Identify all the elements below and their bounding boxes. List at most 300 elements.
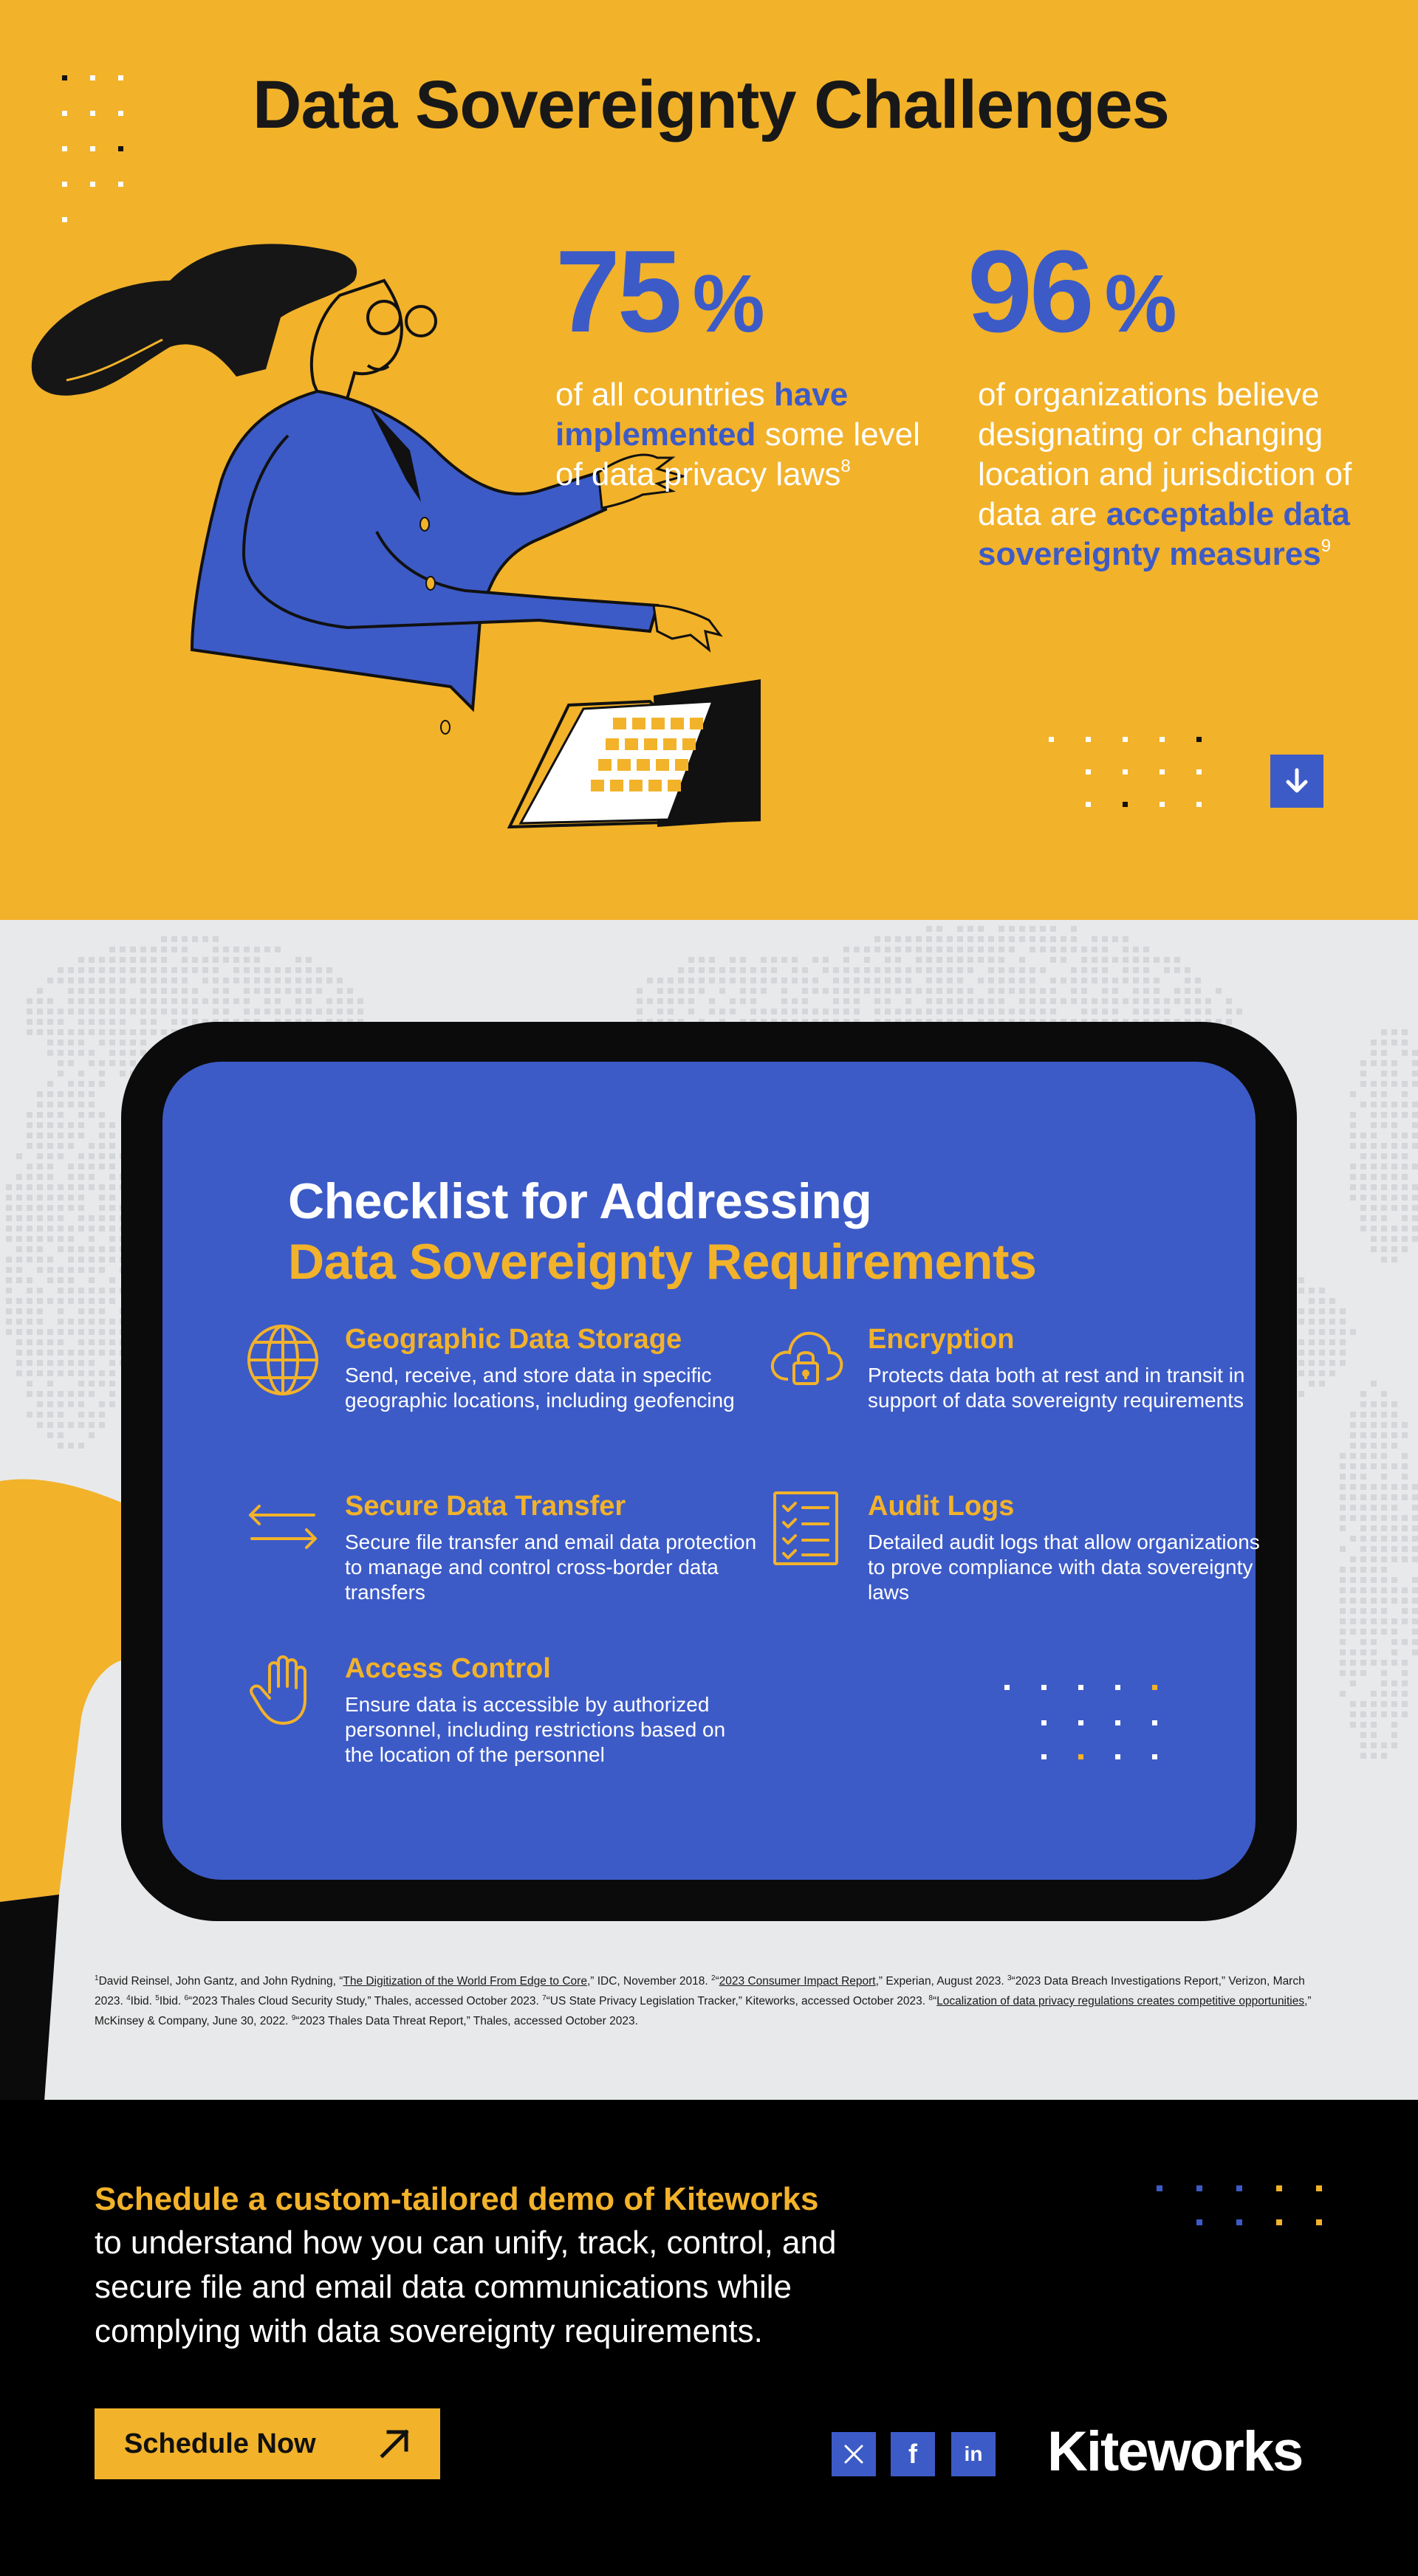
map-dot [1340,1360,1346,1366]
map-dot [6,1215,12,1221]
map-dot [47,1019,53,1025]
map-dot [120,978,126,983]
map-dot [47,1091,53,1097]
map-dot [130,967,136,973]
map-dot [27,1288,32,1294]
map-dot [89,1050,95,1056]
map-dot [58,1102,64,1107]
map-dot [1381,1680,1387,1686]
map-dot [1102,936,1108,942]
map-dot [647,978,653,983]
map-dot [16,1226,22,1232]
map-dot [1402,1463,1408,1469]
map-dot [1050,978,1056,983]
map-dot [244,978,250,983]
map-dot [1402,1112,1408,1118]
map-dot [151,1029,157,1035]
map-dot [719,978,725,983]
map-dot [27,1257,32,1263]
map-dot [1360,1701,1366,1707]
map-dot [109,1319,115,1325]
map-dot [120,967,126,973]
map-dot [864,967,870,973]
map-dot [1402,1608,1408,1614]
map-dot [1071,947,1077,952]
map-dot [916,1009,922,1014]
map-dot [58,1122,64,1128]
map-dot [699,978,705,983]
map-dot [1350,1701,1356,1707]
map-dot [1360,1463,1366,1469]
map-dot [233,998,239,1004]
map-dot [68,1350,74,1356]
map-dot [140,998,146,1004]
map-dot [68,988,74,994]
map-dot [16,1195,22,1201]
map-dot [1381,1205,1387,1211]
scroll-down-button[interactable] [1270,755,1323,808]
map-dot [730,978,736,983]
map-dot [99,1060,105,1066]
map-dot [68,998,74,1004]
map-dot [68,1360,74,1366]
map-dot [58,1298,64,1304]
map-dot [68,1009,74,1014]
map-dot [1350,1556,1356,1562]
map-dot [1381,1711,1387,1717]
map-dot [6,1267,12,1273]
map-dot [326,1009,332,1014]
map-dot [27,1236,32,1242]
map-dot [58,1277,64,1283]
map-dot [1402,1670,1408,1676]
map-dot [1371,1463,1377,1469]
map-dot [58,1019,64,1025]
map-dot [1195,1009,1201,1014]
map-dot [1112,1009,1118,1014]
map-dot [1402,1422,1408,1428]
map-dot [1350,1184,1356,1190]
map-dot [68,1133,74,1138]
map-dot [1133,967,1139,973]
footnote-text: Ibid. [159,1995,185,2007]
map-dot [730,998,736,1004]
map-dot [99,1401,105,1407]
map-dot [78,967,84,973]
map-dot [99,1019,105,1025]
map-dot [58,1236,64,1242]
map-dot [843,957,849,963]
checklist-title: Checklist for Addressing Data Sovereignty Requirements [288,1173,1037,1290]
map-dot [68,1329,74,1335]
map-dot [885,978,891,983]
map-dot [1061,936,1066,942]
map-dot [58,1226,64,1232]
map-dot [47,1339,53,1345]
map-dot [843,978,849,983]
map-dot [109,1288,115,1294]
map-dot [151,988,157,994]
map-dot [1360,1453,1366,1459]
map-dot [37,1236,43,1242]
map-dot [688,967,694,973]
map-dot [27,1329,32,1335]
map-dot [16,1246,22,1252]
map-dot [1391,1081,1397,1087]
map-dot [285,978,291,983]
map-dot [1019,926,1025,932]
map-dot [1143,967,1149,973]
map-dot [1350,1515,1356,1521]
map-dot [78,978,84,983]
decorative-dot-grid [58,71,146,233]
map-dot [78,1122,84,1128]
map-dot [254,967,260,973]
map-dot [1391,1133,1397,1138]
map-dot [58,1329,64,1335]
map-dot [78,1319,84,1325]
map-dot [833,988,839,994]
map-dot [58,1215,64,1221]
map-dot [1360,1081,1366,1087]
footnote-text: David Reinsel, John Gantz, and John Rydning, “ [98,1975,343,1988]
map-dot [89,1370,95,1376]
map-dot [89,1091,95,1097]
map-dot [244,1009,250,1014]
map-dot [1412,1505,1418,1511]
footnote-number: 7 [542,1994,547,2002]
map-dot [1019,936,1025,942]
map-dot [47,1081,53,1087]
map-dot [120,1071,126,1076]
map-dot [68,1226,74,1232]
map-dot [99,1205,105,1211]
map-dot [1350,1174,1356,1180]
map-dot [761,1009,767,1014]
map-dot [1402,1432,1408,1438]
map-dot [978,978,984,983]
map-dot [89,1381,95,1387]
map-dot [16,1298,22,1304]
map-dot [740,988,746,994]
map-dot [1360,1753,1366,1759]
map-dot [1112,998,1118,1004]
map-dot [68,1029,74,1035]
map-dot [1381,1226,1387,1232]
map-dot [275,967,281,973]
map-dot [1402,1184,1408,1190]
map-dot [1381,1525,1387,1531]
map-dot [957,998,963,1004]
facebook-link[interactable] [891,2432,935,2476]
map-dot [1381,1556,1387,1562]
map-dot [58,1184,64,1190]
map-dot [47,1009,53,1014]
map-dot [89,978,95,983]
map-dot [905,936,911,942]
map-dot [337,978,343,983]
map-dot [1381,1629,1387,1635]
map-dot [275,947,281,952]
map-dot [1226,1009,1232,1014]
map-dot [47,978,53,983]
map-dot [171,998,177,1004]
map-dot [988,978,994,983]
map-dot [1391,1618,1397,1624]
map-dot [47,1143,53,1149]
map-dot [1050,957,1056,963]
map-dot [874,1009,880,1014]
footnote-link[interactable]: Localization of data privacy regulations creates competitive opportunities [936,1995,1305,2007]
map-dot [89,1112,95,1118]
map-dot [926,957,932,963]
map-dot [78,1071,84,1076]
map-dot [854,998,860,1004]
map-dot [1391,1722,1397,1728]
map-dot [1350,1112,1356,1118]
map-dot [792,967,798,973]
map-dot [140,957,146,963]
map-dot [761,988,767,994]
map-dot [202,998,208,1004]
map-dot [285,988,291,994]
map-dot [1009,947,1015,952]
map-dot [1360,1639,1366,1645]
map-dot [109,1019,115,1025]
map-dot [1309,1381,1315,1387]
map-dot [1391,1494,1397,1500]
map-dot [1309,1360,1315,1366]
map-dot [885,967,891,973]
map-dot [202,978,208,983]
map-dot [740,998,746,1004]
x-twitter-link[interactable] [832,2432,876,2476]
map-dot [792,998,798,1004]
map-dot [78,1298,84,1304]
map-dot [223,988,229,994]
map-dot [58,1153,64,1159]
map-dot [78,1401,84,1407]
map-dot [1412,1515,1418,1521]
map-dot [688,978,694,983]
map-dot [1009,967,1015,973]
map-dot [1040,936,1046,942]
map-dot [1412,1649,1418,1655]
footnote-number: 8 [928,1994,933,2002]
map-dot [223,957,229,963]
map-dot [1350,1484,1356,1490]
map-dot [47,1050,53,1056]
map-dot [109,1205,115,1211]
map-dot [58,1370,64,1376]
map-dot [1381,1091,1387,1097]
map-dot [1412,1236,1418,1242]
map-dot [1360,1629,1366,1635]
map-dot [1412,1060,1418,1066]
map-dot [182,967,188,973]
map-dot [47,1381,53,1387]
map-dot [120,988,126,994]
map-dot [1092,998,1097,1004]
map-dot [978,998,984,1004]
map-dot [1340,1308,1346,1314]
map-dot [1340,1453,1346,1459]
map-dot [1391,1443,1397,1449]
map-dot [1123,936,1128,942]
map-dot [1309,1339,1315,1345]
schedule-now-button[interactable] [95,2408,440,2479]
footnote-link[interactable]: The Digitization of the World From Edge to Core [343,1975,587,1988]
map-dot [1381,1174,1387,1180]
map-dot [854,967,860,973]
map-dot [99,1215,105,1221]
map-dot [68,1091,74,1097]
map-dot [843,998,849,1004]
map-dot [1350,1164,1356,1169]
map-dot [1371,1753,1377,1759]
map-dot [936,998,942,1004]
map-dot [709,1009,715,1014]
map-dot [1381,1494,1387,1500]
map-dot [58,1112,64,1118]
map-dot [109,1143,115,1149]
map-dot [120,998,126,1004]
map-dot [1391,1587,1397,1593]
map-dot [1371,1556,1377,1562]
map-dot [1391,1071,1397,1076]
map-dot [1071,998,1077,1004]
map-dot [109,1153,115,1159]
map-dot [1402,1536,1408,1542]
map-dot [326,978,332,983]
map-dot [120,1050,126,1056]
linkedin-link[interactable] [951,2432,996,2476]
map-dot [89,1215,95,1221]
map-dot [1371,1691,1377,1697]
map-dot [1381,1153,1387,1159]
map-dot [151,1009,157,1014]
map-dot [1381,1567,1387,1573]
map-dot [1391,1102,1397,1107]
map-dot [109,1277,115,1283]
map-dot [78,1050,84,1056]
map-dot [947,978,953,983]
footnote-link[interactable]: 2023 Consumer Impact Report [719,1975,876,1988]
map-dot [1164,967,1170,973]
map-dot [730,957,736,963]
map-dot [58,1133,64,1138]
map-dot [68,1195,74,1201]
map-dot [140,967,146,973]
map-dot [1381,1742,1387,1748]
map-dot [1360,1174,1366,1180]
map-dot [27,1350,32,1356]
map-dot [109,1350,115,1356]
map-dot [58,978,64,983]
map-dot [802,988,808,994]
map-dot [1309,1288,1315,1294]
map-dot [37,1143,43,1149]
map-dot [988,936,994,942]
map-dot [244,988,250,994]
map-dot [233,957,239,963]
map-dot [58,1339,64,1345]
map-dot [1391,1060,1397,1066]
map-dot [16,1339,22,1345]
map-dot [89,1153,95,1159]
map-dot [78,1226,84,1232]
map-dot [885,1009,891,1014]
map-dot [99,967,105,973]
map-dot [1402,1556,1408,1562]
map-dot [1340,1577,1346,1583]
map-dot [1381,1215,1387,1221]
map-dot [130,978,136,983]
map-dot [27,1112,32,1118]
map-dot [1371,1732,1377,1738]
map-dot [1133,978,1139,983]
map-dot [1371,1184,1377,1190]
map-dot [109,1246,115,1252]
map-dot [1174,967,1180,973]
map-dot [78,1153,84,1159]
map-dot [1371,1422,1377,1428]
map-dot [947,1009,953,1014]
map-dot [47,1298,53,1304]
map-dot [295,988,301,994]
map-dot [1381,1598,1387,1604]
map-dot [1340,1484,1346,1490]
map-dot [99,1184,105,1190]
map-dot [99,957,105,963]
map-dot [254,947,260,952]
map-dot [27,1319,32,1325]
map-dot [1360,1391,1366,1397]
map-dot [78,1091,84,1097]
map-dot [1360,1711,1366,1717]
map-dot [1009,988,1015,994]
map-dot [1371,1432,1377,1438]
map-dot [68,1184,74,1190]
map-dot [1340,1474,1346,1480]
map-dot [1030,936,1035,942]
map-dot [905,1009,911,1014]
map-dot [657,988,663,994]
map-dot [1102,988,1108,994]
map-dot [1391,1711,1397,1717]
map-dot [957,947,963,952]
map-dot [885,947,891,952]
map-dot [68,1370,74,1376]
map-dot [957,1009,963,1014]
map-dot [78,1329,84,1335]
map-dot [109,1298,115,1304]
map-dot [1009,1009,1015,1014]
footnote-number: 6 [184,1994,189,2002]
map-dot [47,1422,53,1428]
map-dot [1391,1195,1397,1201]
map-dot [89,1246,95,1252]
map-dot [1319,1350,1325,1356]
map-dot [967,947,973,952]
map-dot [1381,1257,1387,1263]
map-dot [89,1009,95,1014]
map-dot [1102,957,1108,963]
map-dot [1391,1484,1397,1490]
map-dot [1412,1081,1418,1087]
map-dot [1350,1608,1356,1614]
map-dot [874,936,880,942]
